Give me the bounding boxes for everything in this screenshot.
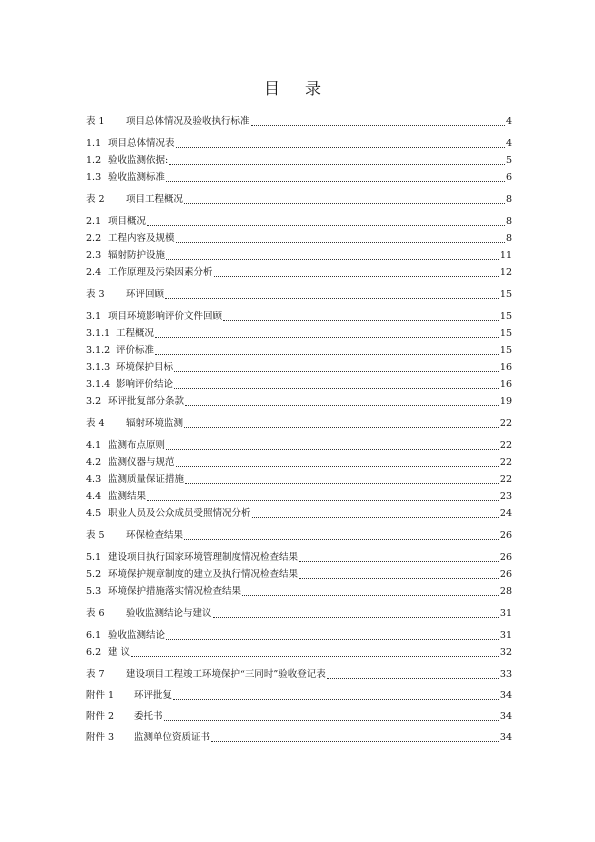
toc-entry-page: 16 [499,362,512,373]
toc-entry[interactable] [86,309,512,323]
toc-entry-title: 监测单位资质证书 [134,732,211,743]
dot-leader [214,276,499,277]
toc-entry-page: 15 [499,345,512,356]
toc-entry-page: 31 [499,630,512,641]
dot-leader [185,483,499,484]
toc-entry-title: 监测质量保证措施 [108,474,185,485]
dot-leader [176,242,505,243]
dot-leader [155,354,499,355]
toc-entry-page: 33 [499,669,512,680]
toc-entry[interactable] [86,192,512,206]
toc-entry[interactable] [86,326,512,340]
toc-entry-page: 5 [505,155,512,166]
toc-entry-page: 34 [499,732,512,743]
dot-leader [147,500,499,501]
toc-entry-page: 26 [499,552,512,563]
toc-entry-title: 环评批复部分条款 [108,396,185,407]
toc-entry-number: 2.4 [86,267,102,278]
toc-entry-page: 12 [499,267,512,278]
toc-entry[interactable] [86,231,512,245]
toc-entry-title: 项目总体情况表 [108,138,175,149]
toc-entry-page: 19 [499,396,512,407]
toc-entry-title: 工作原理及污染因素分析 [108,267,213,278]
toc-entry-title: 建 议 [108,647,131,658]
toc-entry-title: 环保检查结果 [126,530,184,541]
toc-entry-number: 3.1.2 [86,345,111,356]
toc-entry-page: 31 [499,608,512,619]
dot-leader [213,617,499,618]
dot-leader [211,741,499,742]
toc-entry-title: 项目概况 [108,216,147,227]
dot-leader [184,427,499,428]
toc-entry-title: 辐射环境监测 [126,418,184,429]
toc-entry-title: 环境保护措施落实情况检查结果 [108,586,242,597]
toc-entry-title: 验收监测结论 [108,630,166,641]
toc-entry-page: 6 [505,172,512,183]
toc-entry-page: 8 [505,233,512,244]
toc-entry-page: 24 [499,508,512,519]
toc-entry[interactable] [86,438,512,452]
dot-leader [147,225,505,226]
toc-entry-number: 附件 1 [86,690,115,701]
toc-entry-title: 环评回顾 [126,289,165,300]
toc-entry-number: 4.3 [86,474,102,485]
toc-entry-page: 15 [499,289,512,300]
toc-entry-page: 26 [499,569,512,580]
toc-entry[interactable] [86,528,512,542]
toc-entry[interactable] [86,153,512,167]
dot-leader [165,298,499,299]
toc-entry[interactable] [86,377,512,391]
toc-entry-page: 28 [499,586,512,597]
toc-entry-title: 监测布点原则 [108,440,166,451]
toc-entry-number: 表 6 [86,608,105,619]
toc-entry[interactable] [86,416,512,430]
dot-leader [166,259,499,260]
toc-entry[interactable] [86,114,512,128]
toc-entry-page: 22 [499,440,512,451]
toc-entry-number: 6.2 [86,647,102,658]
toc-entry-number: 3.1.1 [86,328,111,339]
dot-leader [184,203,505,204]
toc-entry-number: 5.1 [86,552,102,563]
toc-entry-title: 委托书 [134,711,163,722]
toc-entry[interactable] [86,688,512,702]
page-title: 目 录 [263,79,332,98]
toc-entry[interactable] [86,136,512,150]
dot-leader [174,371,499,372]
toc-entry-page: 8 [505,216,512,227]
dot-leader [223,320,499,321]
toc-entry-number: 1.1 [86,138,102,149]
toc-entry-number: 6.1 [86,630,102,641]
toc-entry[interactable] [86,667,512,681]
toc-entry[interactable] [86,265,512,279]
dot-leader [166,449,499,450]
toc-entry-number: 5.3 [86,586,102,597]
toc-entry-title: 验收监测结论与建议 [126,608,212,619]
toc-entry-title: 环评批复 [134,690,173,701]
toc-entry[interactable] [86,628,512,642]
toc-entry[interactable] [86,287,512,301]
toc-entry-number: 4.1 [86,440,102,451]
toc-entry[interactable] [86,584,512,598]
toc-entry-page: 22 [499,418,512,429]
toc-entry-title: 项目总体情况及验收执行标准 [126,116,250,127]
dot-leader [176,147,505,148]
toc-entry-number: 附件 2 [86,711,115,722]
dot-leader [169,164,505,165]
toc-entry[interactable] [86,360,512,374]
toc-entry-title: 监测仪器与规范 [108,457,175,468]
toc-entry[interactable] [86,709,512,723]
toc-entry-number: 2.1 [86,216,102,227]
dot-leader [173,699,499,700]
toc-entry[interactable] [86,550,512,564]
dot-leader [327,678,499,679]
dot-leader [299,578,499,579]
toc-entry-title: 辐射防护设施 [108,250,166,261]
toc-entry-number: 4.4 [86,491,102,502]
toc-entry-page: 34 [499,690,512,701]
toc-entry[interactable] [86,506,512,520]
toc-entry-number: 2.2 [86,233,102,244]
dot-leader [251,125,505,126]
dot-leader [164,720,499,721]
toc-entry-number: 3.1.3 [86,362,111,373]
toc-entry-number: 表 7 [86,669,105,680]
toc-entry-number: 3.1 [86,311,102,322]
toc-entry-number: 表 5 [86,530,105,541]
toc-entry[interactable] [86,489,512,503]
toc-entry-number: 表 2 [86,194,105,205]
toc-entry-title: 监测结果 [108,491,147,502]
toc-entry-number: 表 1 [86,116,105,127]
toc-entry[interactable] [86,606,512,620]
toc-entry-page: 16 [499,379,512,390]
toc-entry-title: 工程概况 [116,328,155,339]
dot-leader [299,561,499,562]
dot-leader [166,181,505,182]
toc-entry[interactable] [86,170,512,184]
toc-entry-number: 2.3 [86,250,102,261]
dot-leader [174,388,499,389]
dot-leader [184,539,499,540]
toc-entry[interactable] [86,248,512,262]
toc-entry-page: 23 [499,491,512,502]
toc-entry-page: 8 [505,194,512,205]
toc-entry[interactable] [86,214,512,228]
toc-entry-title: 环境保护规章制度的建立及执行情况检查结果 [108,569,299,580]
toc-entry-number: 3.2 [86,396,102,407]
toc-entry-page: 4 [505,116,512,127]
toc-entry-number: 5.2 [86,569,102,580]
toc-entry-page: 26 [499,530,512,541]
toc-entry-title: 项目环境影响评价文件回顾 [108,311,223,322]
toc-entry-number: 4.2 [86,457,102,468]
toc-entry-title: 工程内容及规模 [108,233,175,244]
toc-entry-page: 22 [499,474,512,485]
dot-leader [185,405,499,406]
toc-entry-number: 4.5 [86,508,102,519]
toc-entry-page: 15 [499,311,512,322]
dot-leader [131,656,499,657]
toc-entry-title: 评价标准 [116,345,155,356]
toc-entry-title: 验收监测标准 [108,172,166,183]
toc-entry-page: 15 [499,328,512,339]
toc-entry-page: 4 [505,138,512,149]
toc-entry-title: 建设项目工程竣工环境保护“三同时”验收登记表 [126,669,326,680]
toc-entry-number: 3.1.4 [86,379,111,390]
toc-entry-page: 34 [499,711,512,722]
toc-entry-number: 1.3 [86,172,102,183]
toc-entry-title: 职业人员及公众成员受照情况分析 [108,508,251,519]
toc-entry-number: 表 4 [86,418,105,429]
dot-leader [166,639,499,640]
toc-entry-page: 11 [499,250,512,261]
toc-entry-page: 22 [499,457,512,468]
toc-entry[interactable] [86,455,512,469]
toc-entry[interactable] [86,645,512,659]
toc-entry[interactable] [86,472,512,486]
toc-entry-title: 影响评价结论 [116,379,174,390]
toc-entry[interactable] [86,343,512,357]
toc-entry-title: 项目工程概况 [126,194,184,205]
dot-leader [242,595,499,596]
toc-entry-number: 附件 3 [86,732,115,743]
toc-entry-page: 32 [499,647,512,658]
toc-entry-title: 环境保护目标 [116,362,174,373]
toc-entry[interactable] [86,567,512,581]
dot-leader [176,466,499,467]
dot-leader [155,337,499,338]
toc-entry[interactable] [86,730,512,744]
toc-entry-number: 表 3 [86,289,105,300]
toc-entry-title: 验收监测依据: [108,155,169,166]
toc-entry-number: 1.2 [86,155,102,166]
toc-entry-title: 建设项目执行国家环境管理制度情况检查结果 [108,552,299,563]
dot-leader [252,517,499,518]
toc-entry[interactable] [86,394,512,408]
